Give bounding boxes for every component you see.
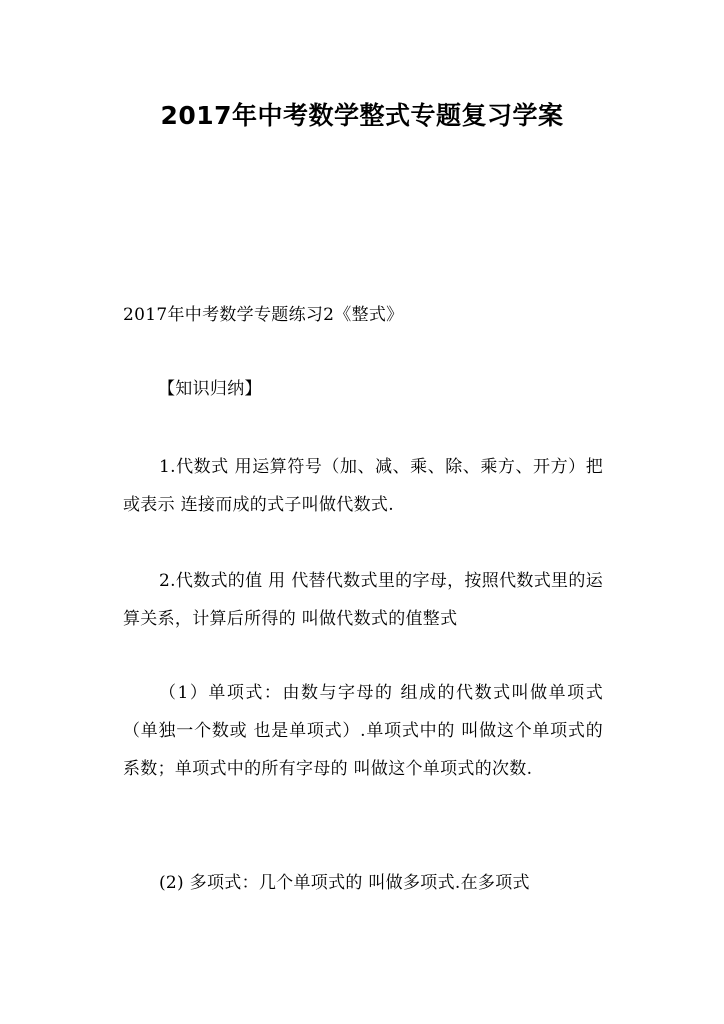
- paragraph-monomial: （1）单项式：由数与字母的 组成的代数式叫做单项式（单独一个数或 也是单项式）.单项式中的 叫做这个单项式的系数；单项式中的所有字母的 叫做这个单项式的次数.: [123, 683, 603, 779]
- document-subtitle: 2017年中考数学专题练习2《整式》: [123, 305, 404, 325]
- paragraph-polynomial: (2) 多项式：几个单项式的 叫做多项式.在多项式: [159, 873, 530, 893]
- paragraph-expression-value: 2.代数式的值 用 代替代数式里的字母，按照代数式里的运算关系，计算后所得的 叫做代数式的值整式: [123, 571, 603, 629]
- document-title: 2017年中考数学整式专题复习学案: [160, 101, 564, 130]
- section-heading: 【知识归纳】: [158, 379, 262, 399]
- paragraph-algebraic-expression: 1.代数式 用运算符号（加、减、乘、除、乘方、开方）把 或表示 连接而成的式子叫做代数式.: [123, 457, 603, 515]
